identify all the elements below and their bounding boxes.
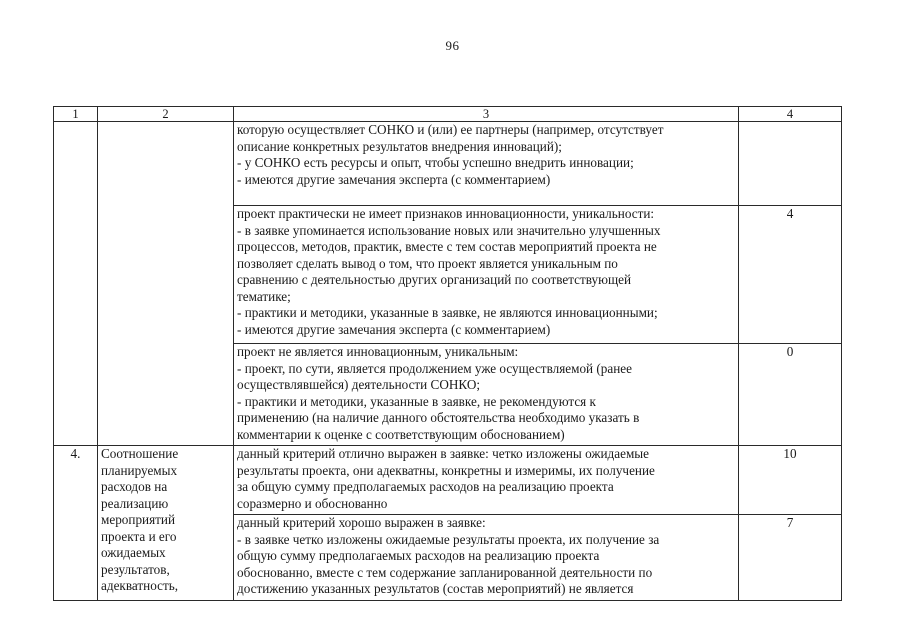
score-cell: 4 xyxy=(739,206,842,344)
description-line: - в заявке четко изложены ожидаемые результаты проекта, их получение за xyxy=(237,531,660,547)
description-line: которую осуществляет СОНКО и (или) ее партнеры (например, отсутствует xyxy=(237,122,664,137)
description-line: тематике; xyxy=(237,288,291,304)
description-line: применению (на наличие данного обстоятельства необходимо указать в xyxy=(237,410,640,425)
score-cell: 0 xyxy=(739,344,842,446)
criterion-name-line: планируемых xyxy=(101,462,178,478)
table-header-row xyxy=(54,107,842,122)
description-line: сравнению с деятельностью других организаций по соответствующей xyxy=(237,272,632,287)
description-line: результаты проекта, они адекватны, конкретны и измеримы, их получение xyxy=(237,462,655,478)
description-line: описание конкретных результатов внедрения инноваций); xyxy=(237,138,562,154)
header-col-2: 2 xyxy=(98,107,234,122)
criterion-name-line: Соотношение xyxy=(101,446,179,461)
criterion-name-cell xyxy=(98,446,234,601)
criterion-description-cell xyxy=(234,344,739,446)
score-cell: 7 xyxy=(739,515,842,601)
page-number: 96 xyxy=(445,38,460,53)
header-col-3: 3 xyxy=(234,107,739,122)
criterion-name-cell xyxy=(98,122,234,446)
score-cell xyxy=(739,122,842,206)
criterion-name-line: проекта и его xyxy=(101,528,177,544)
description-line: соразмерно и обоснованно xyxy=(237,495,388,511)
description-line: данный критерий отлично выражен в заявке: четко изложены ожидаемые xyxy=(237,446,649,461)
criterion-name-line: адекватность, xyxy=(101,578,179,593)
description-line: - у СОНКО есть ресурсы и опыт, чтобы успешно внедрить инновации; xyxy=(237,155,634,170)
score-cell: 10 xyxy=(739,446,842,515)
description-line: комментарии к оценке с соответствующим обоснованием) xyxy=(237,426,565,442)
description-line: процессов, методов, практик, вместе с тем состав мероприятий проекта не xyxy=(237,239,657,254)
criterion-description-cell xyxy=(234,206,739,344)
criterion-description-cell xyxy=(234,515,739,601)
description-line: за общую сумму предполагаемых расходов на реализацию проекта xyxy=(237,479,614,494)
criterion-description-cell xyxy=(234,446,739,515)
criterion-description-cell xyxy=(234,122,739,206)
description-line: - имеются другие замечания эксперта (с комментарием) xyxy=(237,321,551,337)
description-line: достижению указанных результатов (состав мероприятий) не является xyxy=(237,581,634,596)
description-line: - практики и методики, указанные в заявке, не являются инновационными; xyxy=(237,305,658,320)
description-line: - проект, по сути, является продолжением уже осуществляемой (ранее xyxy=(237,360,633,376)
description-line: позволяет сделать вывод о том, что проект является уникальным по xyxy=(237,255,618,271)
header-col-4: 4 xyxy=(739,107,842,122)
row-number-cell: 4. xyxy=(54,446,98,601)
criterion-name-line: результатов, xyxy=(101,561,170,577)
description-line: проект практически не имеет признаков инновационности, уникальности: xyxy=(237,206,655,221)
criterion-name-line: мероприятий xyxy=(101,512,176,527)
table-row xyxy=(54,446,842,515)
description-line: - в заявке упоминается использование новых или значительно улучшенных xyxy=(237,222,661,238)
description-line: - практики и методики, указанные в заявке, не рекомендуются к xyxy=(237,393,596,409)
criterion-name-line: ожидаемых xyxy=(101,545,166,560)
row-number-cell xyxy=(54,122,98,446)
criteria-table xyxy=(53,106,842,601)
description-line: осуществлявшейся) деятельности СОНКО; xyxy=(237,377,481,392)
description-line: обоснованно, вместе с тем содержание запланированной деятельности по xyxy=(237,564,653,580)
criterion-name-line: расходов на xyxy=(101,479,168,494)
table-row xyxy=(54,122,842,206)
description-line: общую сумму предполагаемых расходов на реализацию проекта xyxy=(237,548,600,563)
header-col-1: 1 xyxy=(54,107,98,122)
description-line: данный критерий хорошо выражен в заявке: xyxy=(237,515,486,530)
criterion-name-line: реализацию xyxy=(101,495,169,511)
description-line: - имеются другие замечания эксперта (с комментарием) xyxy=(237,171,551,187)
description-line: проект не является инновационным, уникальным: xyxy=(237,344,519,359)
